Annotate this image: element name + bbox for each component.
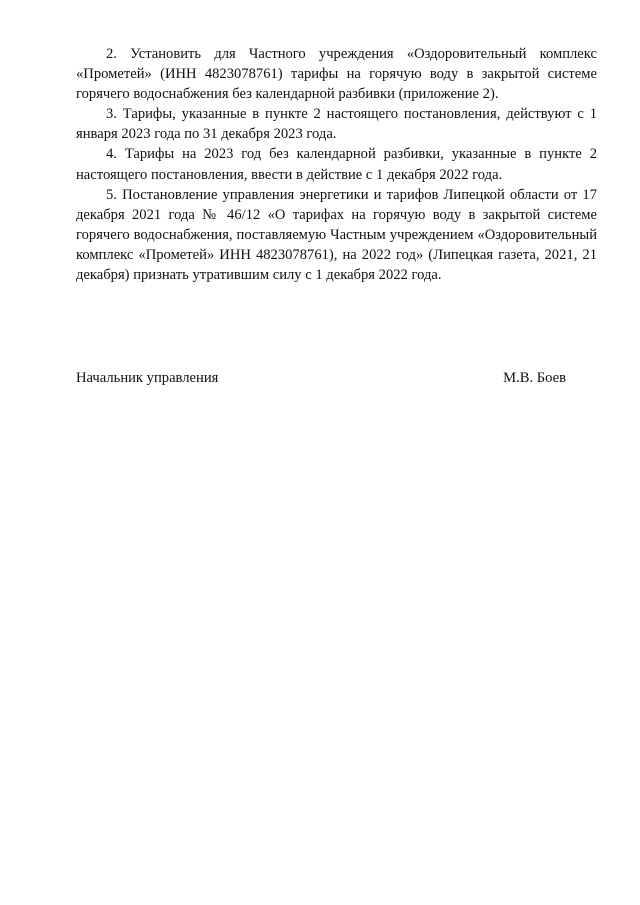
paragraph-item-2: 2. Установить для Частного учреждения «Оздоровительный комплекс «Прометей» (ИНН 4823078761) тарифы на горячую воду в закрытой системе горячего водоснабжения без календарной разбивки (приложение 2). (76, 46, 597, 103)
paragraph-item-3: 3. Тарифы, указанные в пункте 2 настоящего постановления, действуют с 1 января 2023 года по 31 декабря 2023 года. (76, 106, 597, 143)
signatory-name: М.В. Боев (503, 370, 566, 386)
signatory-title: Начальник управления (76, 370, 219, 386)
paragraph-item-4: 4. Тарифы на 2023 год без календарной разбивки, указанные в пункте 2 настоящего постановления, ввести в действие с 1 декабря 2022 года. (76, 146, 597, 183)
paragraph-item-5: 5. Постановление управления энергетики и тарифов Липецкой области от 17 декабря 2021 года № 46/12 «О тарифах на горячую воду в закрытой системе горячего водоснабжения, поставляемую Частным учреждением «Оздоровительный комплекс «Прометей» ИНН 4823078761), на 2022 год» (Липецкая газета, 2021, 21 декабря) признать утратившим силу с 1 декабря 2022 года. (76, 186, 597, 284)
document-body (76, 44, 597, 285)
